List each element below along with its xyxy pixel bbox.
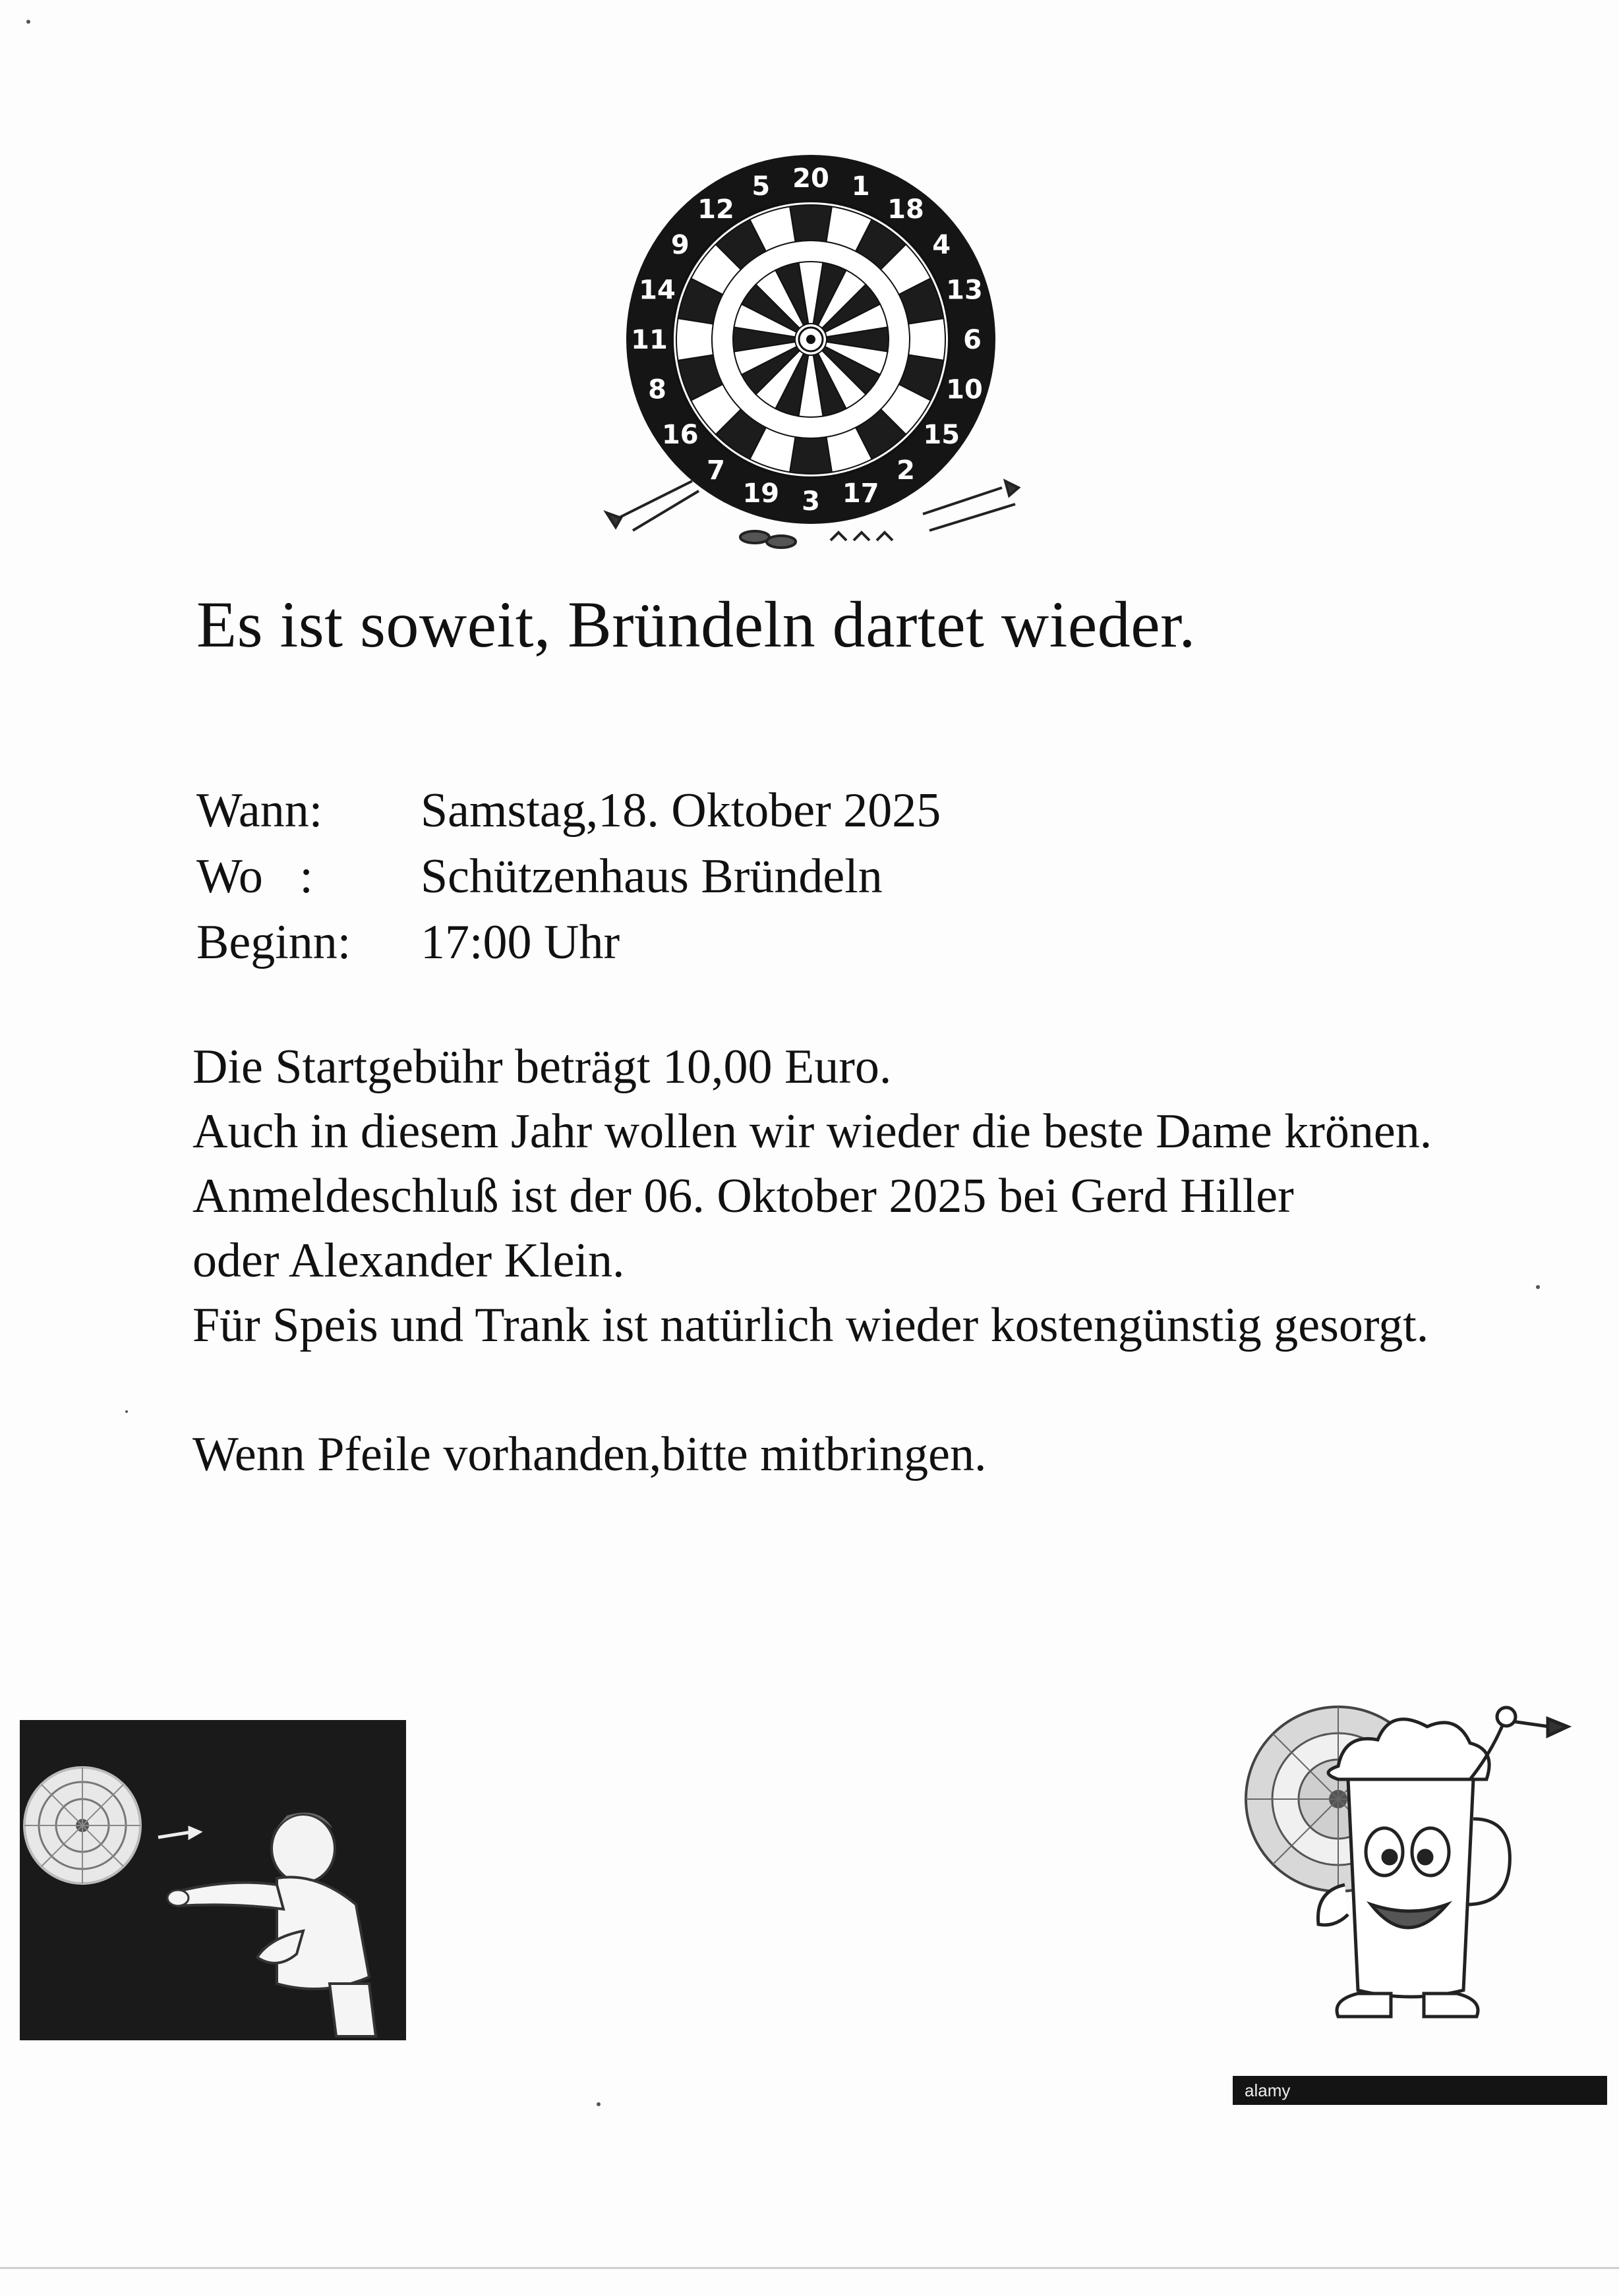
detail-row-when [196,778,941,844]
deadline-cont-line: oder Alexander Klein. [192,1234,625,1288]
darts-line: Wenn Pfeile vorhanden,bitte mitbringen. [192,1427,987,1481]
dartboard-number: 9 [670,229,690,260]
dartboard-number: 7 [707,455,725,486]
dartboard-segment [790,437,832,474]
dartboard-number: 2 [897,455,915,486]
dartboard-number: 10 [946,374,983,405]
dartboard-number: 20 [792,163,829,194]
dartboard-number: 13 [946,275,983,306]
scan-speck [125,1410,128,1413]
dart-thrower-image [20,1720,406,2040]
detail-row-start [196,909,941,975]
dartboard-number: 19 [742,478,780,509]
event-details [196,778,941,975]
dartboard-segment [790,205,832,242]
dartboard-number: 18 [887,194,924,225]
detail-value: 17:00 Uhr [421,915,620,969]
dartboard-number: 14 [639,275,676,306]
scan-edge-line [0,2267,1619,2269]
deadline-line: Anmeldeschluß ist der 06. Oktober 2025 bei Gerd Hiller [192,1169,1294,1223]
fee-line: Die Startgebühr beträgt 10,00 Euro. [192,1040,892,1094]
dartboard-icon [593,152,1028,560]
spacer [192,1358,1432,1422]
dartboard-number: 8 [648,374,666,405]
small-dartboard-icon [24,1767,140,1883]
beer-mascot-image [1239,1687,1582,2043]
dartboard-segment [676,318,713,360]
queen-line: Auch in diesem Jahr wollen wir wieder die beste Dame krönen. [192,1105,1432,1159]
detail-value: Samstag,18. Oktober 2025 [421,784,941,838]
dartboard-number: 6 [963,325,982,355]
dartboard-number: 12 [697,194,734,225]
dartboard-number: 15 [923,420,960,451]
detail-label: Wann: [196,784,323,838]
detail-label: Beginn: [196,915,351,969]
food-line: Für Speis und Trank ist natürlich wieder kostengünstig gesorgt. [192,1298,1429,1352]
dartboard-segment [908,318,945,360]
detail-value: Schützenhaus Bründeln [421,849,883,904]
scan-speck [1536,1285,1540,1289]
headline: Es ist soweit, Bründeln dartet wieder. [196,588,1196,661]
dartboard-number: 5 [751,171,771,202]
dartboard-number: 16 [661,420,699,451]
detail-row-where [196,844,941,909]
dartboard-number: 11 [631,325,668,355]
scan-speck [26,20,30,24]
body-text [192,1035,1432,1487]
stock-credit-label: alamy [1245,2081,1291,2100]
dartboard-number: 1 [851,171,870,202]
dartboard-bullseye [806,335,815,344]
dartboard-number: 17 [842,478,879,509]
stock-credit-bar [1233,2076,1607,2105]
mascot-dart-icon [1497,1708,1568,1736]
dartboard-number: 3 [802,486,820,517]
detail-label: Wo : [196,849,313,904]
scan-speck [597,2102,601,2106]
dartboard-number: 4 [932,229,951,260]
